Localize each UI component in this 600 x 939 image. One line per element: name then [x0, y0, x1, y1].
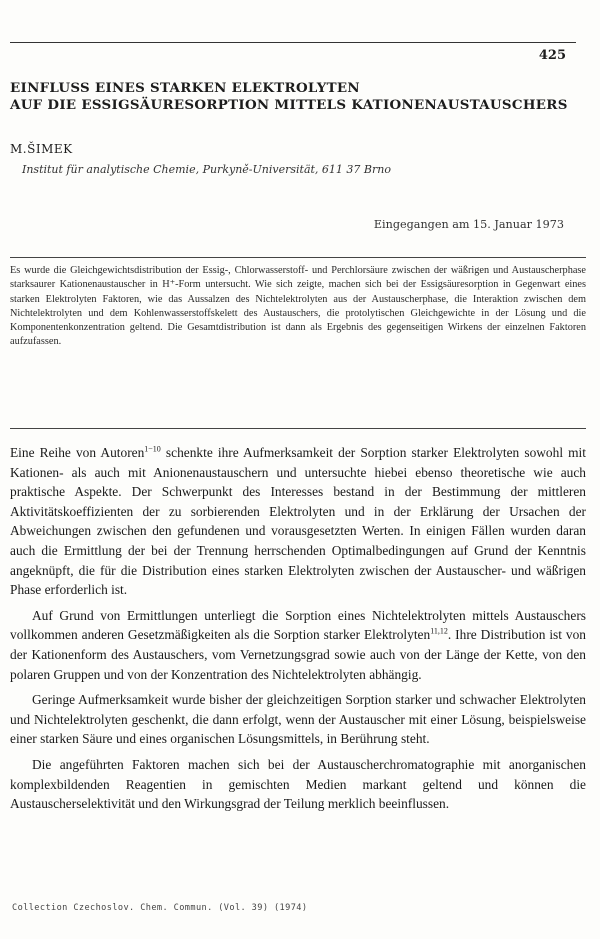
- body-paragraph-2: [10, 606, 586, 684]
- title-line-1: EINFLUSS EINES STARKEN ELEKTROLYTEN: [10, 80, 360, 96]
- abstract-top-rule: [10, 257, 586, 258]
- paragraph-text: schenkte ihre Aufmerksamkeit der Sorption starker Elektrolyten sowohl mit Kationen- als auch mit Anionenaustauschern und untersuchte hiebei ebenso theoretische wie auch praktische Aspekte. Der Schwerpunkt des Interesses bestand in der Bestimmung der mittleren Aktivitätskoeffizienten der zu sorbierenden Elektrolyten und in der Erklärung der Ursachen der Abweichungen zwischen den gefundenen und vorausgesetzten Werten. In einigen Fällen wurden daran auch die Ermittlung der bei der Trennung herrschenden Optimalbedingungen auf Grund der Kenntnis angeknüpft, die für die Distribution eines starken Elektrolyten zwischen der Austauscher- und wäßrigen Phase erforderlich ist.: [10, 445, 586, 598]
- abstract-bottom-rule: [10, 428, 586, 429]
- author-affiliation: Institut für analytische Chemie, Purkyně-Universität, 611 37 Brno: [22, 163, 391, 176]
- body-paragraph-4: Die angeführten Faktoren machen sich bei der Austauscherchromatographie mit anorganischen komplexbildenden Reagentien in gemischten Medien markant geltend und können die Austauscherselektivität und den Wirkungsgrad der Teilung merklich beeinflussen.: [10, 756, 586, 812]
- journal-footer: Collection Czechoslov. Chem. Commun. (Vol. 39) (1974): [12, 903, 308, 913]
- body-paragraph-3: Geringe Aufmerksamkeit wurde bisher der gleichzeitigen Sorption starker und schwacher Elektrolyten und Nichtelektrolyten geschenkt, die dann erfolgt, wenn der Austauscher mit einer Lösung, beispielsweise einer starken Säure und eines organischen Lösungsmittels, in Berührung steht.: [10, 692, 586, 747]
- reference-superscript: 1−10: [144, 444, 161, 454]
- reference-superscript: 11,12: [430, 626, 448, 636]
- title-line-2: AUF DIE ESSIGSÄURESORPTION MITTELS KATIONENAUSTAUSCHERS: [10, 97, 568, 113]
- article-body: [10, 443, 586, 820]
- received-date: Eingegangen am 15. Januar 1973: [373, 218, 564, 231]
- header-rule: [10, 42, 576, 43]
- body-paragraph-1: [10, 443, 586, 600]
- article-title: [10, 80, 590, 114]
- paragraph-text: Auf Grund von Ermittlungen unterliegt die Sorption eines Nichtelektrolyten mittels Austauschers vollkommen anderen Gesetzmäßigkeiten als die Sorption starker Elektrolyten: [10, 607, 586, 643]
- paragraph-text: Eine Reihe von Autoren: [10, 445, 145, 460]
- paragraph-text: . Ihre Distribution ist von der Kationenform des Austauschers, vom Vernetzungsgrad sowie auch von der Länge der Kette, von den polaren Gruppen und von der Konzentration des Nichtelektrolyten abhängig.: [10, 627, 586, 682]
- page-number: 425: [538, 48, 566, 63]
- author-name: M.ŠIMEK: [10, 142, 73, 156]
- abstract: Es wurde die Gleichgewichtsdistribution der Essig-, Chlorwasserstoff- und Perchlorsäure zwischen der wäßrigen und Austauscherphase starksaurer Kationenaustauscher in H⁺-Form untersucht. Wie sich zeigte, machen sich bei der Essigsäuresorption in Gegenwart eines starken Elektrolyten Faktoren, wie das Aussalzen des Nichtelektrolyten aus der Austauscherphase, die Interaktion zwischen dem Nichtelektrolyten und dem Kohlenwasserstoffskelett des Austauschers, die protolytischen Gleichgewichte in der Lösung und die Komponentenkonzentration geltend. Die Gesamtdistribution ist dann als Ergebnis des gegenseitigen Wirkens der einzelnen Faktoren aufzufassen.: [10, 265, 586, 348]
